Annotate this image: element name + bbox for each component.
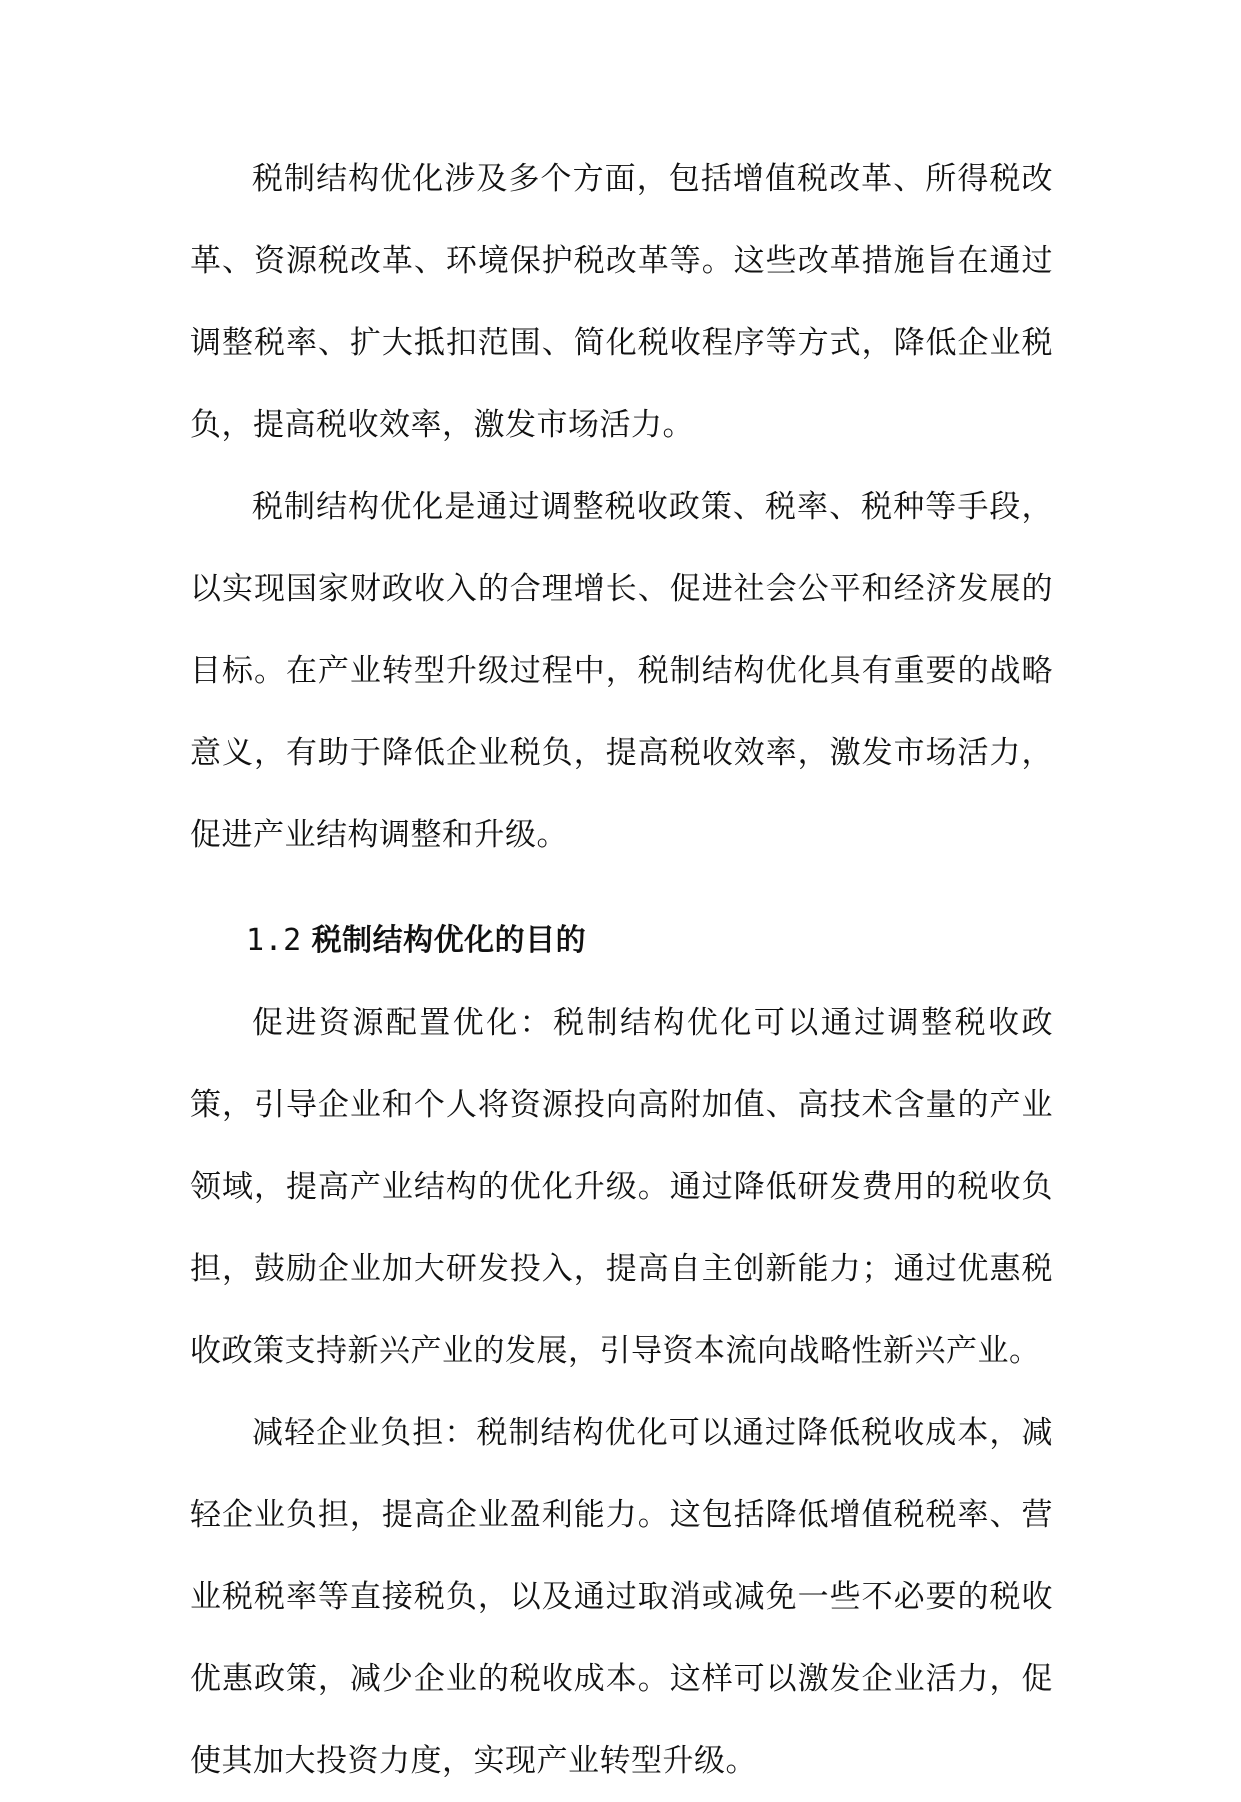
section-heading — [190, 900, 1053, 982]
section-title: 税制结构优化的目的 — [311, 923, 587, 958]
document-body — [190, 138, 1053, 1802]
paragraph-tax-reform-scope: 税制结构优化涉及多个方面，包括增值税改革、所得税改革、资源税改革、环境保护税改革等。这些改革措施旨在通过调整税率、扩大抵扣范围、简化税收程序等方式，降低企业税负，提高税收效率，激发市场活力。 — [190, 161, 1053, 443]
paragraph-resource-allocation: 促进资源配置优化：税制结构优化可以通过调整税收政策，引导企业和个人将资源投向高附加值、高技术含量的产业领域，提高产业结构的优化升级。通过降低研发费用的税收负担，鼓励企业加大研发投入，提高自主创新能力；通过优惠税收政策支持新兴产业的发展，引导资本流向战略性新兴产业。 — [190, 1005, 1053, 1369]
paragraph-tax-optimization-definition: 税制结构优化是通过调整税收政策、税率、税种等手段，以实现国家财政收入的合理增长、促进社会公平和经济发展的目标。在产业转型升级过程中，税制结构优化具有重要的战略意义，有助于降低企业税负，提高税收效率，激发市场活力，促进产业结构调整和升级。 — [190, 489, 1053, 853]
section-number: 1.2 — [246, 923, 302, 958]
paragraph-reduce-burden: 减轻企业负担：税制结构优化可以通过降低税收成本，减轻企业负担，提高企业盈利能力。这包括降低增值税税率、营业税税率等直接税负，以及通过取消或减免一些不必要的税收优惠政策，减少企业的税收成本。这样可以激发企业活力，促使其加大投资力度，实现产业转型升级。 — [190, 1415, 1053, 1779]
